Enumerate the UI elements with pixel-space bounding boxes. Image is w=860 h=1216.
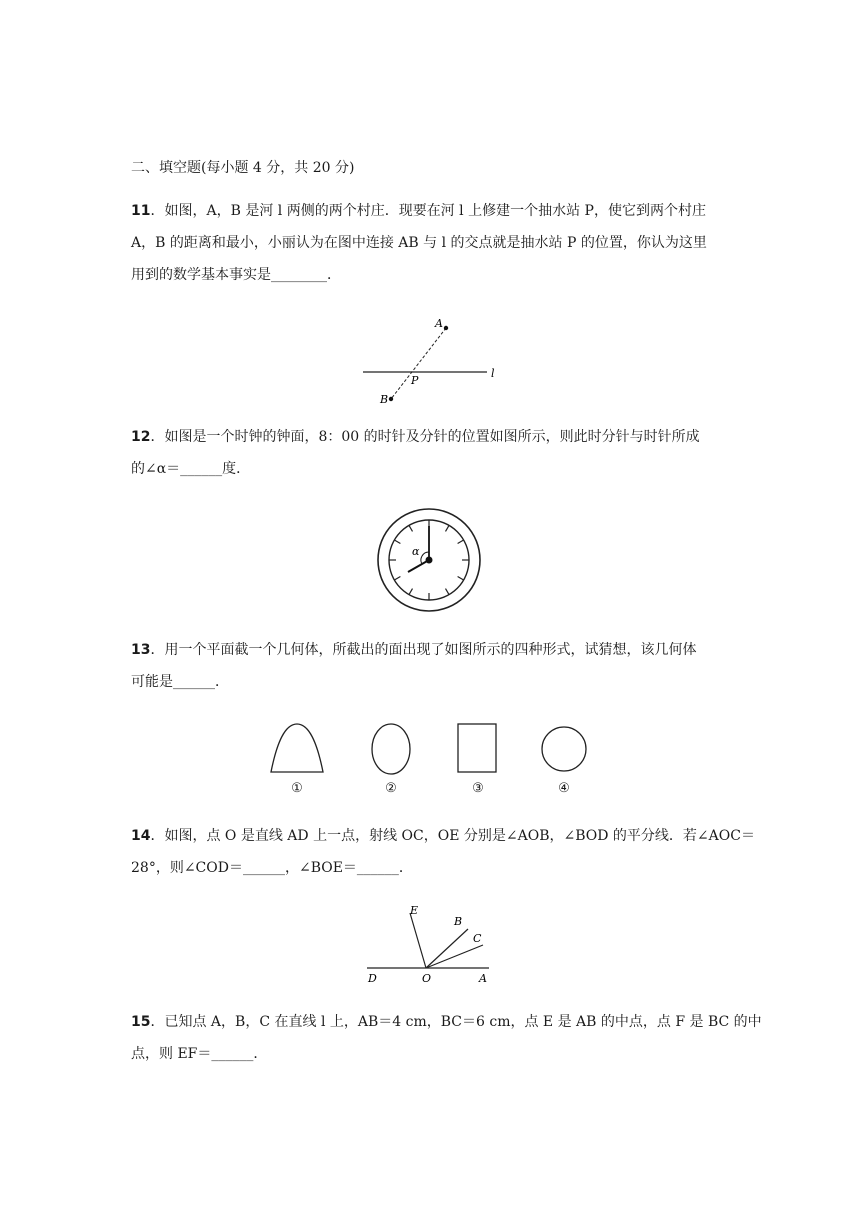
question-12-line-2: 的∠α＝______度． [131,461,251,477]
shape-4-circle [542,727,586,771]
segment-ab [391,328,446,399]
question-13-line-2: 可能是______． [131,674,229,690]
hour-hand [408,560,429,572]
angle-bisector-figure [362,902,497,984]
question-text: ．如图，A，B 是河 l 两侧的两个村庄．现要在河 l 上修建一个抽水站 P，使它到两个村庄 [150,203,706,219]
question-11-line-2: A，B 的距离和最小，小丽认为在图中连接 AB 与 l 的交点就是抽水站 P 的位置，你认为这里 [131,235,707,251]
label-c: C [473,932,482,945]
point-b [389,397,393,401]
cross-section-shapes [265,718,595,780]
label-alpha: α [412,545,420,558]
label-l: l [491,367,495,380]
label-d: D [368,972,377,984]
question-14-line-2: 28°，则∠COD＝______，∠BOE＝______． [131,860,413,876]
shape-2-ellipse [372,724,410,774]
clock-center [426,557,433,564]
label-e: E [410,904,419,917]
question-12-line-1 [131,427,731,459]
point-a [444,326,448,330]
label-p: P [411,374,419,387]
clock-figure [375,506,485,616]
question-number: 14 [131,828,151,844]
shape-label-3: ③ [472,781,484,796]
label-a: A [479,972,487,984]
river-figure [355,315,505,407]
label-o: O [422,972,432,984]
question-text: ．如图，点 O 是直线 AD 上一点，射线 OC，OE 分别是∠AOB，∠BOD 的平分线．若∠AOC＝ [150,828,755,844]
question-12 [131,427,731,491]
question-11 [131,201,731,297]
shape-label-1: ① [291,781,303,796]
question-text: ．如图是一个时钟的钟面，8：00 的时针及分针的位置如图所示，则此时分针与时针所成 [150,429,700,445]
question-11-line-1 [131,201,731,233]
question-number: 11 [131,203,151,219]
question-15 [131,1012,762,1076]
section-heading: 二、填空题(每小题 4 分，共 20 分) [131,160,355,176]
question-number: 15 [131,1014,151,1030]
shape-label-4: ④ [558,781,570,796]
label-a: A [435,317,443,330]
question-text: ．用一个平面截一个几何体，所截出的面出现了如图所示的四种形式，试猜想，该几何体 [150,642,697,658]
ray-ob [426,929,468,968]
shape-label-2: ② [385,781,397,796]
label-b: B [454,915,463,928]
ray-oc [426,945,483,968]
question-15-line-1 [131,1012,762,1044]
question-13-line-1 [131,640,731,672]
question-13 [131,640,731,704]
label-b: B [380,393,389,406]
question-14 [131,826,755,890]
question-number: 13 [131,642,151,658]
question-14-line-1 [131,826,755,858]
shape-3-rectangle [458,724,496,772]
question-text: ．已知点 A，B，C 在直线 l 上，AB＝4 cm，BC＝6 cm，点 E 是 AB 的中点，点 F 是 BC 的中 [150,1014,762,1030]
question-15-line-2: 点，则 EF＝______． [131,1046,268,1062]
shape-1-parabolic [271,724,323,772]
ray-oe [410,913,426,968]
question-11-line-3: 用到的数学基本事实是________． [131,267,341,283]
question-number: 12 [131,429,151,445]
